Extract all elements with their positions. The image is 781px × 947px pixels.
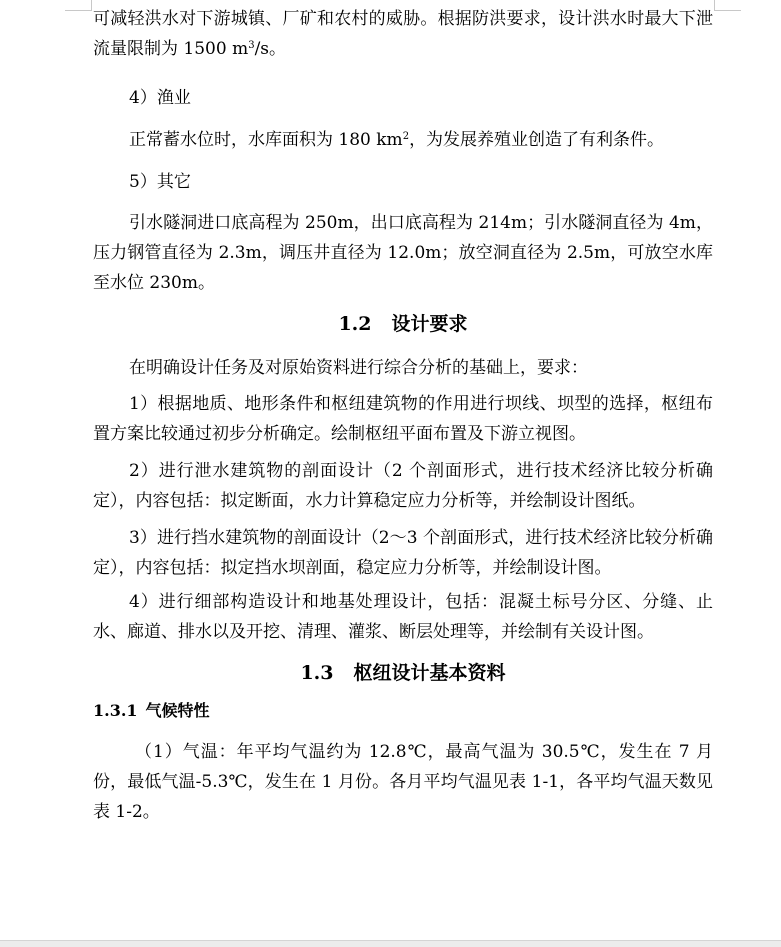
- paragraph-flood-control: 可减轻洪水对下游城镇、厂矿和农村的威胁。根据防洪要求，设计洪水时最大下泄流量限制为 1500 $m^3/s$。: [93, 9, 713, 59]
- page-corner-mark-left: [65, 0, 92, 11]
- section-1-3-title: 1.3 枢纽设计基本资料: [300, 662, 506, 684]
- requirement-item-4: 4）进行细部构造设计和地基处理设计，包括：混凝土标号分区、分缝、止水、廊道、排水以及开挖、清理、灌浆、断层处理等，并绘制有关设计图。: [93, 592, 713, 642]
- requirement-item-3: 3）进行挡水建筑物的剖面设计（2～3 个剖面形式，进行技术经济比较分析确定），内容包括：拟定挡水坝剖面，稳定应力分析等，并绘制设计图。: [93, 528, 713, 578]
- requirement-item-1: 1）根据地质、地形条件和枢纽建筑物的作用进行坝线、坝型的选择，枢纽布置方案比较通过初步分析确定。绘制枢纽平面布置及下游立视图。: [93, 394, 713, 444]
- paragraph-fishery: 正常蓄水位时，水库面积为 180 $km^2$，为发展养殖业创造了有利条件。: [129, 130, 665, 150]
- paragraph-climate: （1）气温：年平均气温约为 12.8℃，最高气温为 30.5℃，发生在 7 月份，最低气温-5.3℃，发生在 1 月份。各月平均气温见表 1-1，各平均气温天数见表 1-2。: [93, 742, 713, 822]
- section-1-2-intro: 在明确设计任务及对原始资料进行综合分析的基础上，要求：: [129, 358, 588, 378]
- requirement-item-2: 2）进行泄水建筑物的剖面设计（2 个剖面形式，进行技术经济比较分析确定），内容包括：拟定断面，水力计算稳定应力分析等，并绘制设计图纸。: [93, 461, 713, 511]
- heading-other: 5）其它: [129, 172, 191, 192]
- document-page: [93, 0, 713, 827]
- paragraph-other: 引水隧洞进口底高程为 250m，出口底高程为 214m；引水隧洞直径为 4m，压力钢管直径为 2.3m，调压井直径为 12.0m；放空洞直径为 2.5m，可放空水库至水位 230m。: [93, 213, 713, 293]
- heading-fishery: 4）渔业: [129, 88, 191, 108]
- page-corner-mark-right: [714, 0, 741, 11]
- subsection-1-3-1-title: 1.3.1 气候特性: [93, 701, 210, 720]
- section-1-2-title: 1.2 设计要求: [338, 313, 468, 335]
